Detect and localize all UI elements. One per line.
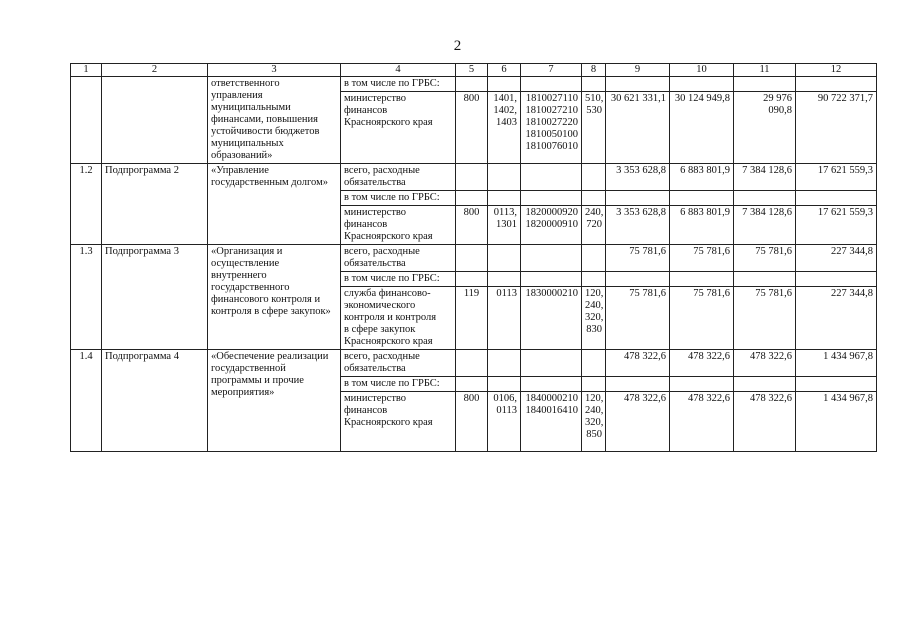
total-amount-cell: 1 434 967,8 (796, 392, 877, 452)
year3-amount-cell: 75 781,6 (734, 245, 796, 272)
expense-type-cell (582, 77, 606, 92)
year3-amount-cell: 478 322,6 (734, 350, 796, 377)
year1-amount-cell (606, 77, 670, 92)
expense-type-cell (582, 272, 606, 287)
budget-table-body (71, 64, 877, 452)
program-name-cell: «Организация и осуществление внутреннего государственного финансового контроля и контроля в сфере закупок» (208, 245, 341, 350)
year3-amount-cell (734, 272, 796, 287)
grbs-code-cell (456, 164, 488, 191)
total-amount-cell (796, 191, 877, 206)
row-number-cell: 1.2 (71, 164, 102, 245)
subprogram-cell: Подпрограмма 4 (102, 350, 208, 452)
line-label-cell: в том числе по ГРБС: (341, 191, 456, 206)
table-row (71, 350, 877, 377)
row-number-cell: 1.4 (71, 350, 102, 452)
total-amount-cell (796, 272, 877, 287)
grbs-code-cell (456, 191, 488, 206)
year1-amount-cell (606, 272, 670, 287)
total-amount-cell: 17 621 559,3 (796, 164, 877, 191)
budget-table (70, 63, 877, 452)
year2-amount-cell: 478 322,6 (670, 392, 734, 452)
grbs-code-cell: 800 (456, 392, 488, 452)
row-number-cell: 1.3 (71, 245, 102, 350)
grbs-code-cell (456, 377, 488, 392)
year1-amount-cell (606, 191, 670, 206)
page-number: 2 (453, 38, 462, 54)
year3-amount-cell (734, 191, 796, 206)
column-header: 12 (796, 64, 877, 77)
total-amount-cell (796, 77, 877, 92)
line-label-cell: служба финансово- экономического контроля и контроля в сфере закупок Красноярского края (341, 287, 456, 350)
column-header: 2 (102, 64, 208, 77)
total-amount-cell (796, 377, 877, 392)
line-label-cell: в том числе по ГРБС: (341, 272, 456, 287)
total-amount-cell: 227 344,8 (796, 287, 877, 350)
column-header: 6 (488, 64, 521, 77)
section-code-cell (488, 272, 521, 287)
section-code-cell: 0113, 1301 (488, 206, 521, 245)
target-code-cell (521, 377, 582, 392)
column-header: 7 (521, 64, 582, 77)
line-label-cell: министерство финансов Красноярского края (341, 392, 456, 452)
year1-amount-cell: 75 781,6 (606, 287, 670, 350)
line-label-cell: в том числе по ГРБС: (341, 77, 456, 92)
grbs-code-cell (456, 245, 488, 272)
year2-amount-cell: 30 124 949,8 (670, 92, 734, 164)
year2-amount-cell (670, 191, 734, 206)
section-code-cell (488, 77, 521, 92)
header-row (71, 64, 877, 77)
expense-type-cell (582, 191, 606, 206)
line-label-cell: всего, расходные обязательства (341, 350, 456, 377)
table-row (71, 164, 877, 191)
expense-type-cell: 510, 530 (582, 92, 606, 164)
expense-type-cell (582, 164, 606, 191)
section-code-cell (488, 377, 521, 392)
section-code-cell (488, 350, 521, 377)
column-header: 11 (734, 64, 796, 77)
total-amount-cell: 90 722 371,7 (796, 92, 877, 164)
year3-amount-cell (734, 77, 796, 92)
total-amount-cell: 227 344,8 (796, 245, 877, 272)
target-code-cell (521, 191, 582, 206)
section-code-cell: 1401, 1402, 1403 (488, 92, 521, 164)
column-header: 10 (670, 64, 734, 77)
year3-amount-cell: 7 384 128,6 (734, 206, 796, 245)
target-code-cell (521, 164, 582, 191)
target-code-cell (521, 272, 582, 287)
target-code-cell: 1840000210 1840016410 (521, 392, 582, 452)
section-code-cell (488, 245, 521, 272)
year2-amount-cell (670, 272, 734, 287)
section-code-cell (488, 191, 521, 206)
line-label-cell: всего, расходные обязательства (341, 245, 456, 272)
year2-amount-cell: 75 781,6 (670, 245, 734, 272)
subprogram-cell: Подпрограмма 3 (102, 245, 208, 350)
program-name-cell: ответственного управления муниципальными финансами, повышения устойчивости бюджетов муниципальных образований» (208, 77, 341, 164)
year2-amount-cell: 6 883 801,9 (670, 206, 734, 245)
year3-amount-cell: 7 384 128,6 (734, 164, 796, 191)
row-number-cell (71, 77, 102, 164)
year3-amount-cell: 29 976 090,8 (734, 92, 796, 164)
program-name-cell: «Обеспечение реализации государственной программы и прочие мероприятия» (208, 350, 341, 452)
expense-type-cell (582, 350, 606, 377)
total-amount-cell: 17 621 559,3 (796, 206, 877, 245)
year1-amount-cell: 75 781,6 (606, 245, 670, 272)
table-row (71, 245, 877, 272)
year1-amount-cell (606, 377, 670, 392)
year1-amount-cell: 478 322,6 (606, 392, 670, 452)
year1-amount-cell: 478 322,6 (606, 350, 670, 377)
line-label-cell: министерство финансов Красноярского края (341, 206, 456, 245)
column-header: 4 (341, 64, 456, 77)
column-header: 5 (456, 64, 488, 77)
column-header: 1 (71, 64, 102, 77)
line-label-cell: в том числе по ГРБС: (341, 377, 456, 392)
line-label-cell: всего, расходные обязательства (341, 164, 456, 191)
program-name-cell: «Управление государственным долгом» (208, 164, 341, 245)
column-header: 9 (606, 64, 670, 77)
target-code-cell (521, 77, 582, 92)
grbs-code-cell: 800 (456, 206, 488, 245)
grbs-code-cell: 800 (456, 92, 488, 164)
grbs-code-cell (456, 77, 488, 92)
year3-amount-cell: 75 781,6 (734, 287, 796, 350)
year3-amount-cell: 478 322,6 (734, 392, 796, 452)
column-header: 3 (208, 64, 341, 77)
table-row (71, 77, 877, 92)
year3-amount-cell (734, 377, 796, 392)
year2-amount-cell (670, 77, 734, 92)
section-code-cell: 0106, 0113 (488, 392, 521, 452)
target-code-cell: 1820000920 1820000910 (521, 206, 582, 245)
total-amount-cell: 1 434 967,8 (796, 350, 877, 377)
expense-type-cell: 120, 240, 320, 850 (582, 392, 606, 452)
year2-amount-cell: 478 322,6 (670, 350, 734, 377)
grbs-code-cell (456, 272, 488, 287)
subprogram-cell: Подпрограмма 2 (102, 164, 208, 245)
expense-type-cell: 240, 720 (582, 206, 606, 245)
year1-amount-cell: 3 353 628,8 (606, 206, 670, 245)
target-code-cell (521, 350, 582, 377)
year2-amount-cell: 6 883 801,9 (670, 164, 734, 191)
year2-amount-cell (670, 377, 734, 392)
expense-type-cell (582, 245, 606, 272)
section-code-cell (488, 164, 521, 191)
year1-amount-cell: 30 621 331,1 (606, 92, 670, 164)
expense-type-cell (582, 377, 606, 392)
grbs-code-cell (456, 350, 488, 377)
target-code-cell (521, 245, 582, 272)
year1-amount-cell: 3 353 628,8 (606, 164, 670, 191)
grbs-code-cell: 119 (456, 287, 488, 350)
expense-type-cell: 120, 240, 320, 830 (582, 287, 606, 350)
subprogram-cell (102, 77, 208, 164)
year2-amount-cell: 75 781,6 (670, 287, 734, 350)
section-code-cell: 0113 (488, 287, 521, 350)
column-header: 8 (582, 64, 606, 77)
target-code-cell: 1810027110 1810027210 1810027220 1810050100 1810076010 (521, 92, 582, 164)
target-code-cell: 1830000210 (521, 287, 582, 350)
line-label-cell: министерство финансов Красноярского края (341, 92, 456, 164)
